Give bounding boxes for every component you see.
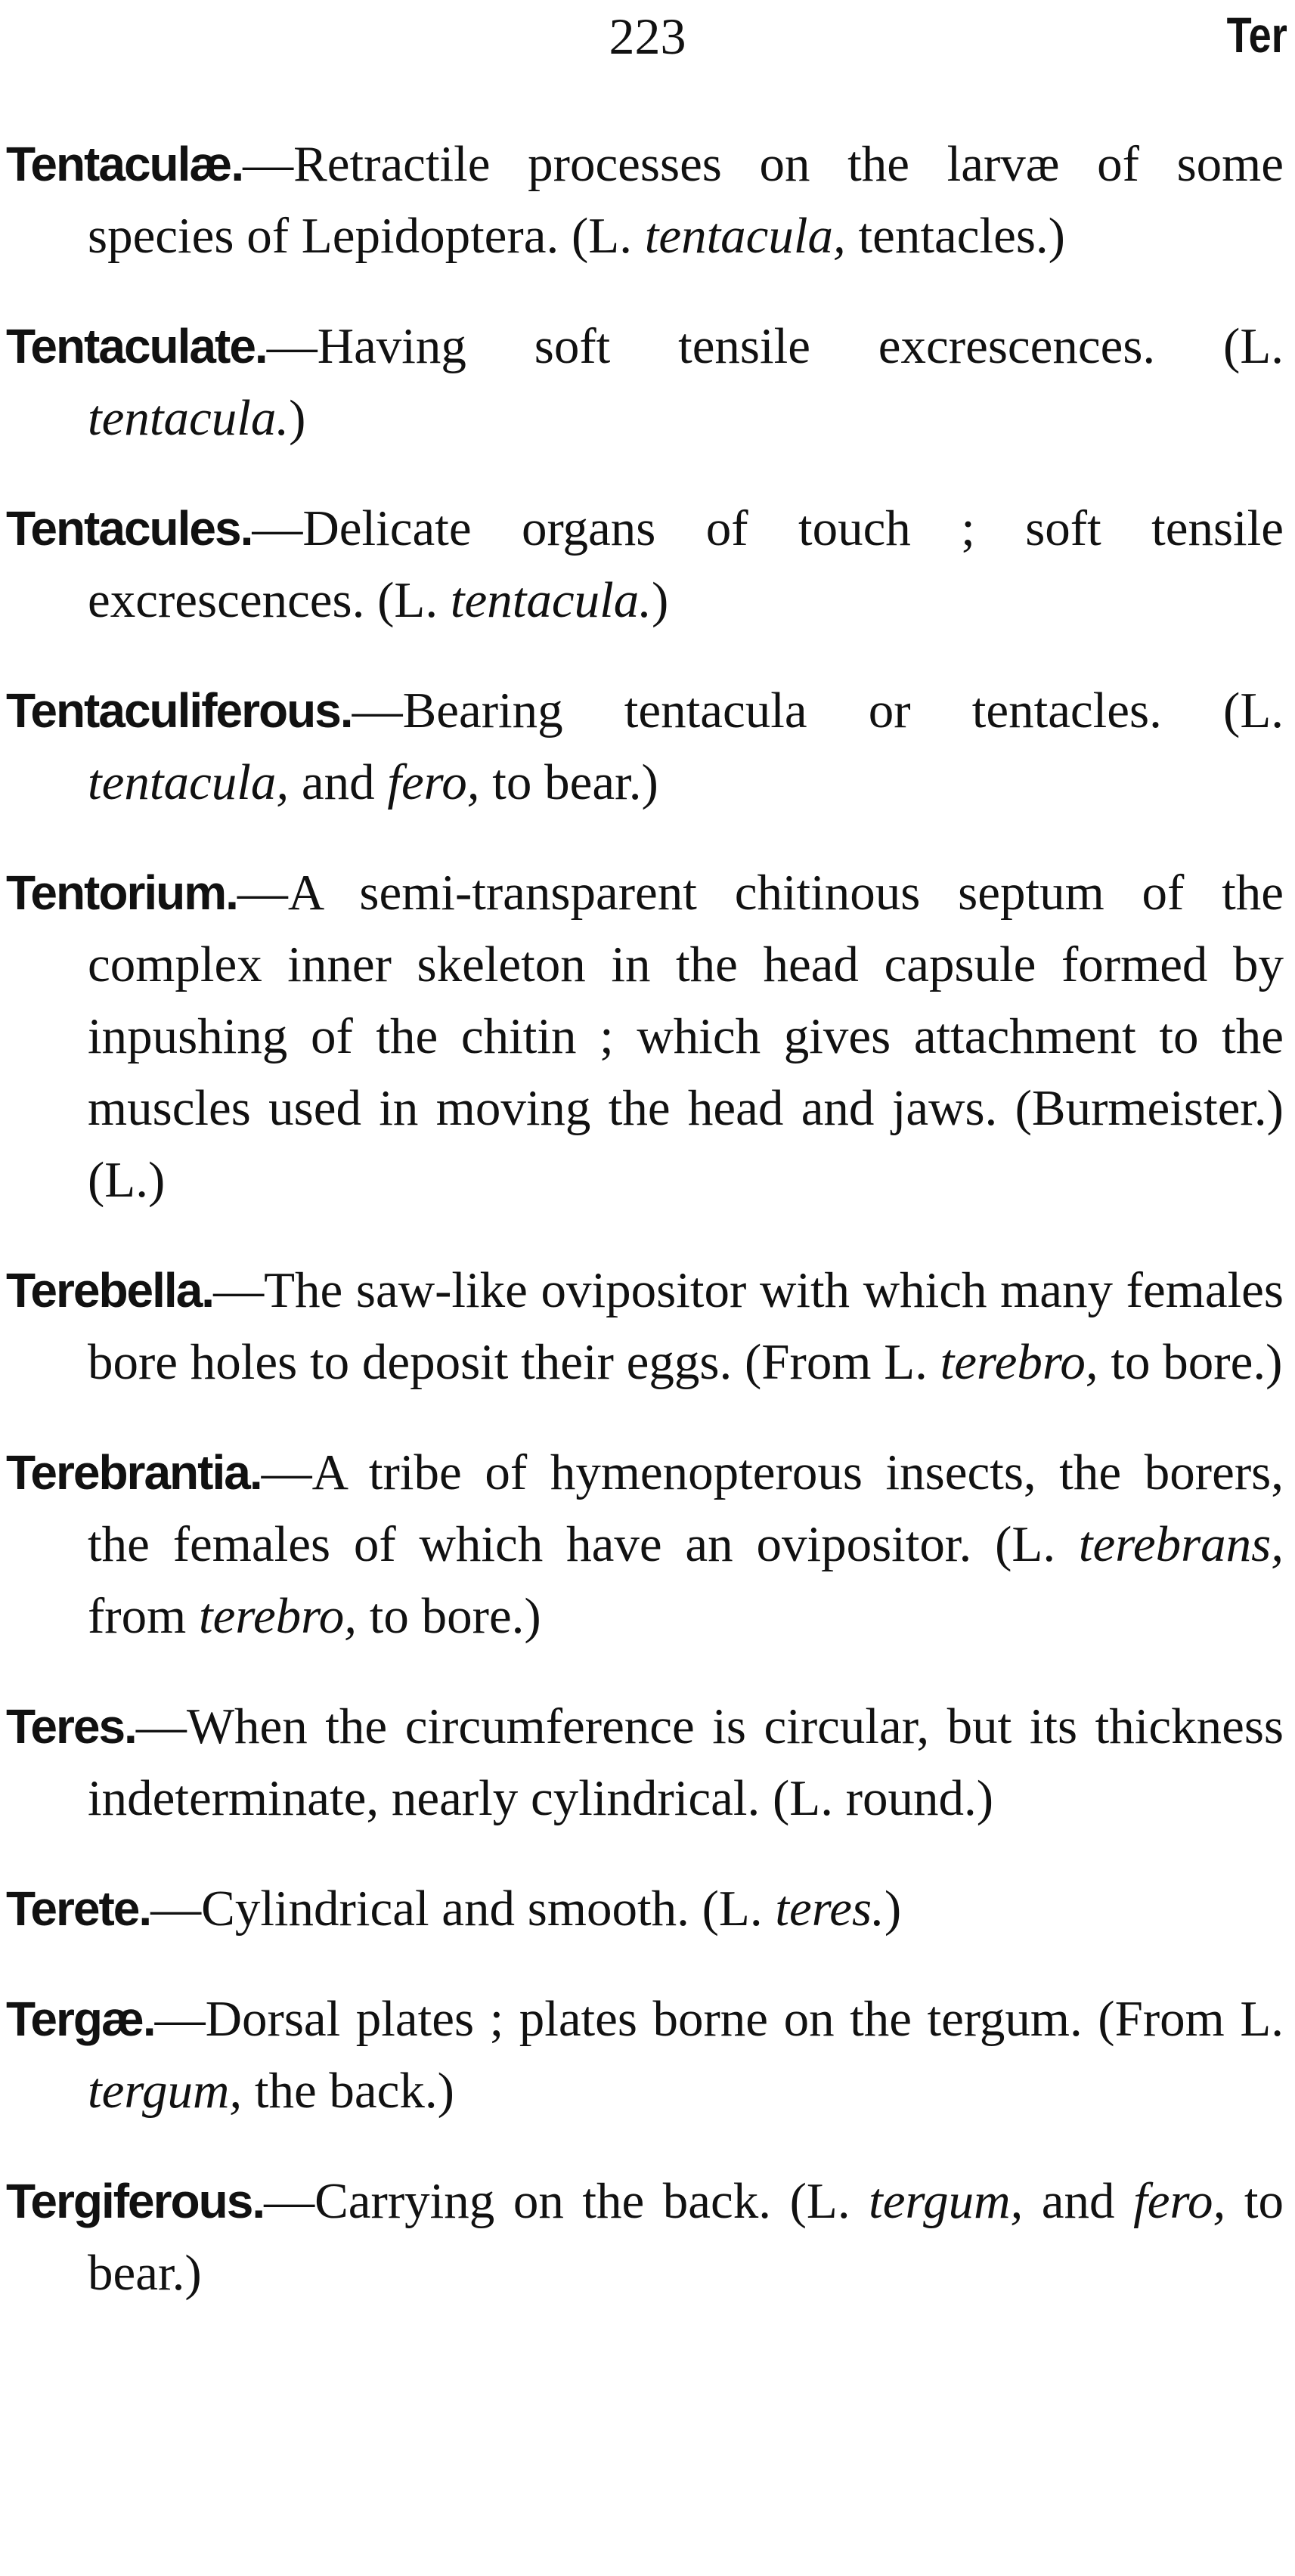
entry-definition: ) (884, 1881, 902, 1937)
entry-term: Tentaculiferous. (6, 683, 352, 738)
running-head: Ter (1226, 7, 1287, 63)
entry-definition: and (289, 754, 388, 810)
glossary-entry (6, 1691, 1284, 1834)
entry-latin-word: tergum, (869, 2173, 1024, 2229)
entry-definition: ) (651, 572, 669, 628)
entry-definition: —Bearing tentacula or tentacles. (L. (352, 683, 1284, 738)
entry-definition: —A tribe of hymenopterous insects, the borers, the females of which have an ovipositor. (L. (88, 1444, 1284, 1572)
entry-definition: —When the circumference is circular, but its thickness indeterminate, nearly cylindrical. (L. round.) (88, 1698, 1284, 1826)
entry-term: Teres. (6, 1699, 136, 1754)
entry-latin-word: tentacula. (88, 390, 290, 446)
page-header (0, 0, 1295, 76)
entry-definition: —Cylindrical and smooth. (L. (150, 1881, 776, 1937)
glossary-entry (6, 2166, 1284, 2309)
entry-term: Tergiferous. (6, 2174, 265, 2228)
glossary-entry (6, 1873, 1284, 1945)
entry-definition: —Retractile processes on the larvæ of some species of Lepidoptera. (L. (88, 136, 1284, 264)
glossary-entry (6, 675, 1284, 819)
entry-definition: the back.) (242, 2063, 454, 2119)
entry-term: Terebrantia. (6, 1445, 262, 1500)
entry-latin-word: tentacula. (450, 572, 652, 628)
entry-term: Tentaculæ. (6, 137, 243, 191)
entry-term: Tentaculate. (6, 319, 267, 373)
entry-latin-word: teres. (775, 1881, 885, 1937)
glossary-entry (6, 1437, 1284, 1652)
entry-definition: to bore.) (357, 1588, 541, 1644)
entry-latin-word: tentacula, (644, 208, 846, 264)
entry-definition: to bore.) (1098, 1334, 1283, 1390)
entry-definition: and (1023, 2173, 1134, 2229)
entry-latin-word: terebrans, (1078, 1516, 1284, 1572)
entry-definition: —Delicate organs of touch ; soft tensile excrescences. (L. (88, 500, 1284, 628)
glossary-entry (6, 1255, 1284, 1398)
entry-definition: —Having soft tensile excrescences. (L. (266, 318, 1284, 374)
entry-definition: from (88, 1588, 199, 1644)
glossary-entry (6, 311, 1284, 454)
glossary-entry (6, 493, 1284, 636)
page-number: 223 (609, 8, 686, 65)
entry-definition: —Carrying on the back. (L. (264, 2173, 869, 2229)
entry-latin-word: terebro, (940, 1334, 1098, 1390)
entry-term: Terete. (6, 1881, 151, 1936)
entry-definition: tentacles.) (845, 208, 1065, 264)
entry-term: Tergæ. (6, 1992, 155, 2046)
entry-term: Tentacules. (6, 501, 252, 556)
glossary-entry (6, 1983, 1284, 2127)
entry-latin-word: tentacula, (88, 754, 290, 810)
entry-latin-word: terebro, (199, 1588, 358, 1644)
entry-definition: —A semi-transparent chitinous septum of the complex inner skeleton in the head capsule formed by inpushing of the chitin ; which gives attachment to the muscles used in moving the head and jaws. (Burmeister.) (L.) (88, 865, 1284, 1208)
glossary-entry (6, 128, 1284, 272)
glossary-entries (6, 128, 1284, 2348)
entry-definition: to bear.) (479, 754, 658, 810)
entry-latin-word: fero, (387, 754, 480, 810)
entry-definition: —The saw-like ovipositor with which many females bore holes to deposit their eggs. (From L. (88, 1262, 1284, 1390)
entry-definition: —Dorsal plates ; plates borne on the tergum. (From L. (154, 1991, 1284, 2047)
entry-latin-word: fero, (1133, 2173, 1226, 2229)
entry-definition: ) (289, 390, 306, 446)
entry-latin-word: tergum, (88, 2063, 243, 2119)
glossary-entry (6, 857, 1284, 1216)
entry-definition: to bear.) (88, 2173, 1284, 2301)
entry-term: Terebella. (6, 1263, 214, 1317)
entry-term: Tentorium. (6, 865, 237, 920)
